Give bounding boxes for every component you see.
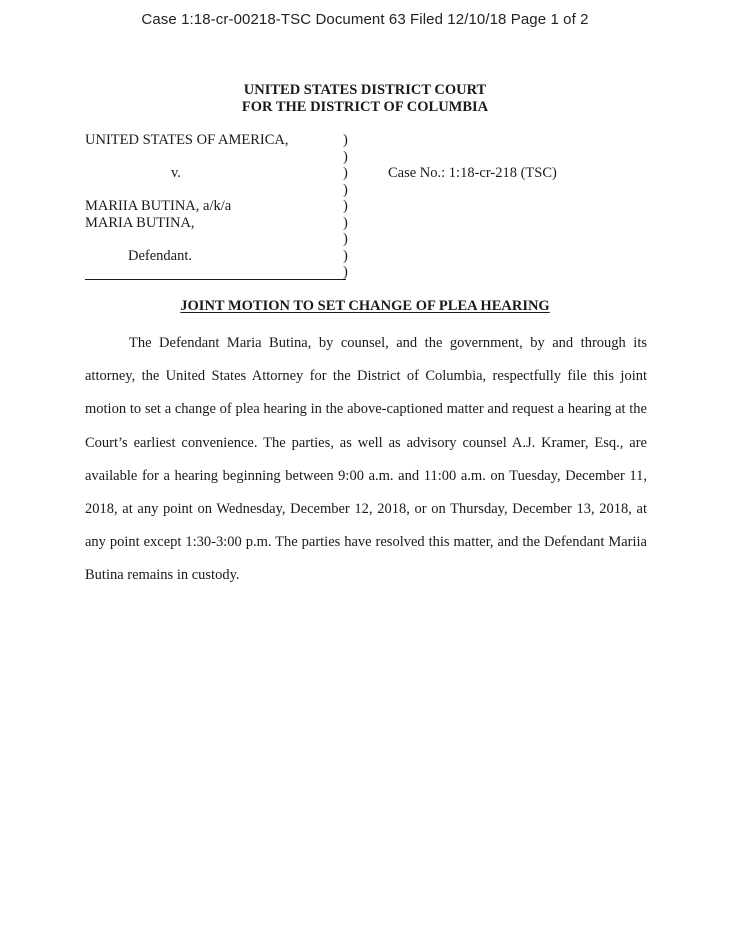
court-heading — [0, 82, 730, 116]
caption-paren-column — [343, 132, 348, 281]
case-caption-parties — [85, 132, 288, 264]
docket-header-stamp: Case 1:18-cr-00218-TSC Document 63 Filed 12/10/18 Page 1 of 2 — [141, 11, 589, 28]
court-heading-line-1: UNITED STATES DISTRICT COURT — [243, 82, 487, 98]
caption-spacer — [85, 231, 288, 248]
caption-paren: ) — [343, 247, 348, 264]
caption-paren: ) — [343, 198, 348, 214]
defendant-role-label: Defendant. — [128, 247, 193, 264]
versus-label: v. — [171, 165, 181, 181]
caption-paren: ) — [343, 264, 348, 280]
caption-spacer — [85, 149, 288, 166]
caption-paren: ) — [343, 132, 348, 148]
court-heading-line-2: FOR THE DISTRICT OF COLUMBIA — [241, 99, 489, 115]
caption-paren: ) — [343, 231, 348, 247]
motion-title: JOINT MOTION TO SET CHANGE OF PLEA HEARING — [180, 298, 550, 314]
caption-underline — [85, 279, 346, 280]
caption-paren: ) — [343, 181, 348, 198]
motion-body-paragraph: The Defendant Maria Butina, by counsel, and the government, by and through its attorney, the United States Attorney for the District of Columbia, respectfully file this joint motion to set a change of plea hearing in the above-captioned matter and request a hearing at the Court’s earliest convenience. The parties, as well as advisory counsel A.J. Kramer, Esq., are available for a hearing beginning between 9:00 a.m. and 11:00 a.m. on Tuesday, December 11, 2018, at any point on Wednesday, December 12, 2018, or on Thursday, December 13, 2018, at any point except 1:30-3:00 p.m. The parties have resolved this matter, and the Defendant Mariia Butina remains in custody. — [85, 335, 647, 584]
defendant-name-line-2: MARIA BUTINA, — [85, 214, 195, 231]
plaintiff-name: UNITED STATES OF AMERICA, — [85, 132, 289, 148]
caption-paren: ) — [343, 148, 348, 165]
caption-paren: ) — [343, 165, 348, 181]
case-number: Case No.: 1:18-cr-218 (TSC) — [388, 165, 557, 181]
defendant-name-line-1: MARIIA BUTINA, a/k/a — [85, 198, 232, 214]
caption-spacer — [85, 182, 288, 199]
caption-paren: ) — [343, 214, 348, 231]
